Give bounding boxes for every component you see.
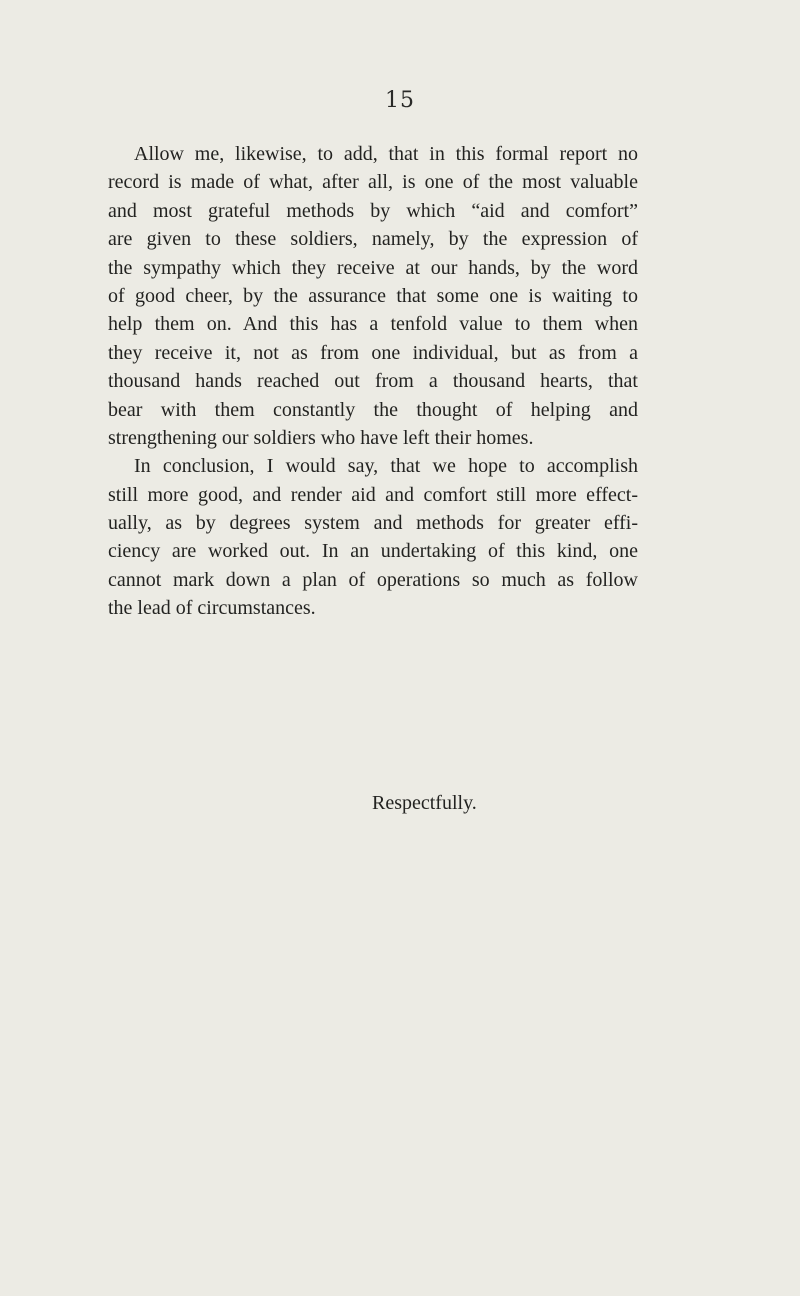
text-line: still more good, and render aid and comfort still more effect- (108, 483, 638, 506)
text-line: of good cheer, by the assurance that some one is waiting to (108, 284, 638, 307)
text-line: record is made of what, after all, is one of the most valuable (108, 171, 638, 194)
text-line: they receive it, not as from one individual, but as from a (108, 341, 638, 364)
text-line: the sympathy which they receive at our hands, by the word (108, 256, 638, 279)
page-number: 15 (385, 88, 415, 113)
text-line: help them on. And this has a tenfold value to them when (108, 313, 638, 336)
text-line: thousand hands reached out from a thousand hearts, that (108, 370, 638, 393)
text-line: strengthening our soldiers who have left their homes. (108, 426, 534, 449)
text-line: the lead of circumstances. (108, 597, 316, 620)
text-line: and most grateful methods by which “aid and comfort” (108, 199, 638, 222)
signoff: Respectfully. (372, 792, 477, 814)
text-line: are given to these soldiers, namely, by the expression of (108, 228, 638, 251)
body-text (108, 140, 638, 623)
text-line: In conclusion, I would say, that we hope to accomplish (134, 455, 638, 478)
text-line: ciency are worked out. In an undertaking of this kind, one (108, 540, 638, 563)
text-line: cannot mark down a plan of operations so much as follow (108, 568, 638, 591)
text-line: ually, as by degrees system and methods for greater effi- (108, 512, 638, 535)
text-line: Allow me, likewise, to add, that in this formal report no (134, 143, 638, 165)
text-line: bear with them constantly the thought of helping and (108, 398, 638, 421)
